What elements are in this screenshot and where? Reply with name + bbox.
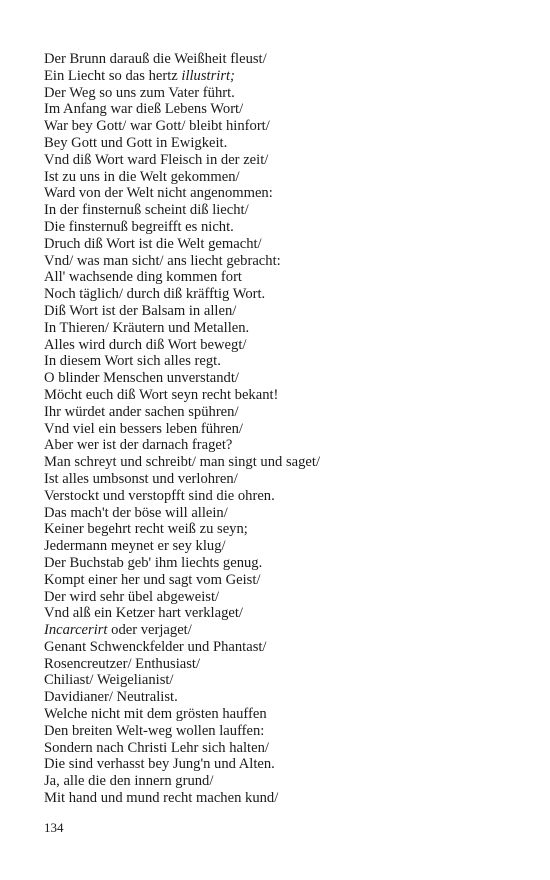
poem-line [44,639,524,656]
line-text: Davidianer/ Neutralist. [44,689,178,706]
line-text: Jedermann meynet er sey klug/ [44,538,226,555]
line-text: Ein Liecht so das hertz [44,67,182,84]
poem-line [44,421,524,438]
poem-line [44,454,524,471]
line-text: Genant Schwenckfelder und Phantast/ [44,638,267,655]
line-text: Aber wer ist der darnach fraget? [44,437,233,454]
poem-line [44,135,524,152]
poem-line [44,101,524,118]
line-text: Ist alles umbsonst und verlohren/ [44,470,238,487]
poem-line [44,169,524,186]
line-text: Ward von der Welt nicht angenommen: [44,185,273,202]
poem-line [44,756,524,773]
line-text: Ihr würdet ander sachen spühren/ [44,403,239,420]
line-text: Die sind verhasst bey Jung'n und Alten. [44,756,275,773]
line-text: Verstockt und verstopfft sind die ohren. [44,487,275,504]
line-text: Welche nicht mit dem grösten hauffen [44,706,267,723]
poem-line [44,286,524,303]
poem-line [44,68,524,85]
poem-line [44,672,524,689]
line-text: Der wird sehr übel abgeweist/ [44,588,220,605]
line-text: Keiner begehrt recht weiß zu seyn; [44,521,248,538]
line-text: Vnd alß ein Ketzer hart verklaget/ [44,605,243,622]
poem-line [44,219,524,236]
line-text: Die finsternuß begreifft es nicht. [44,218,234,235]
poem-line [44,706,524,723]
line-text: oder verjaget/ [107,622,192,639]
poem-line [44,538,524,555]
line-text: Sondern nach Christi Lehr sich halten/ [44,739,269,756]
poem-line [44,85,524,102]
page-number: 134 [44,820,64,835]
poem-line [44,185,524,202]
line-text: Diß Wort ist der Balsam in allen/ [44,302,237,319]
poem-line [44,572,524,589]
poem-line [44,656,524,673]
line-text: In Thieren/ Kräutern und Metallen. [44,319,250,336]
poem-line [44,269,524,286]
line-text: Im Anfang war dieß Lebens Wort/ [44,101,244,118]
line-text: Vnd diß Wort ward Fleisch in der zeit/ [44,151,269,168]
poem-line [44,370,524,387]
poem-line [44,471,524,488]
poem-line [44,202,524,219]
poem-text [44,51,524,807]
line-text: Vnd/ was man sicht/ ans liecht gebracht: [44,252,281,269]
poem-line [44,488,524,505]
poem-line [44,303,524,320]
poem-line [44,404,524,421]
line-text: Man schreyt und schreibt/ man singt und saget/ [44,454,321,471]
poem-line [44,437,524,454]
line-text: Kompt einer her und sagt vom Geist/ [44,571,261,588]
poem-line [44,51,524,68]
poem-line [44,622,524,639]
poem-line [44,773,524,790]
poem-line [44,118,524,135]
line-text: Druch diß Wort ist die Welt gemacht/ [44,235,262,252]
poem-line [44,555,524,572]
poem-line [44,505,524,522]
poem-line [44,740,524,757]
poem-line [44,387,524,404]
line-text: Den breiten Welt-weg wollen lauffen: [44,722,265,739]
poem-line [44,337,524,354]
italic-text: illustrirt; [181,67,235,84]
line-text: Rosencreutzer/ Enthusiast/ [44,655,201,672]
poem-line [44,320,524,337]
poem-line [44,723,524,740]
line-text: Der Buchstab geb' ihm liechts genug. [44,554,263,571]
line-text: Der Weg so uns zum Vater führt. [44,84,235,101]
italic-text: Incarcerirt [44,622,108,639]
line-text: In der finsternuß scheint diß liecht/ [44,202,249,219]
poem-line [44,790,524,807]
line-text: All' wachsende ding kommen fort [44,269,242,286]
line-text: O blinder Menschen unverstandt/ [44,370,239,387]
poem-line [44,689,524,706]
poem-line [44,521,524,538]
poem-line [44,236,524,253]
line-text: Vnd viel ein bessers leben führen/ [44,420,243,437]
line-text: Bey Gott und Gott in Ewigkeit. [44,134,228,151]
line-text: Noch täglich/ durch diß kräfftig Wort. [44,286,266,303]
line-text: Alles wird durch diß Wort bewegt/ [44,336,247,353]
line-text: Mit hand und mund recht machen kund/ [44,790,279,807]
line-text: War bey Gott/ war Gott/ bleibt hinfort/ [44,118,270,135]
poem-line [44,253,524,270]
poem-line [44,152,524,169]
line-text: Das mach't der böse will allein/ [44,504,228,521]
poem-line [44,353,524,370]
poem-line [44,605,524,622]
line-text: Ja, alle die den innern grund/ [44,773,214,790]
line-text: In diesem Wort sich alles regt. [44,353,221,370]
line-text: Chiliast/ Weigelianist/ [44,672,174,689]
line-text: Möcht euch diß Wort seyn recht bekant! [44,386,279,403]
line-text: Ist zu uns in die Welt gekommen/ [44,168,240,185]
line-text: Der Brunn darauß die Weißheit fleust/ [44,51,267,67]
poem-line [44,589,524,606]
